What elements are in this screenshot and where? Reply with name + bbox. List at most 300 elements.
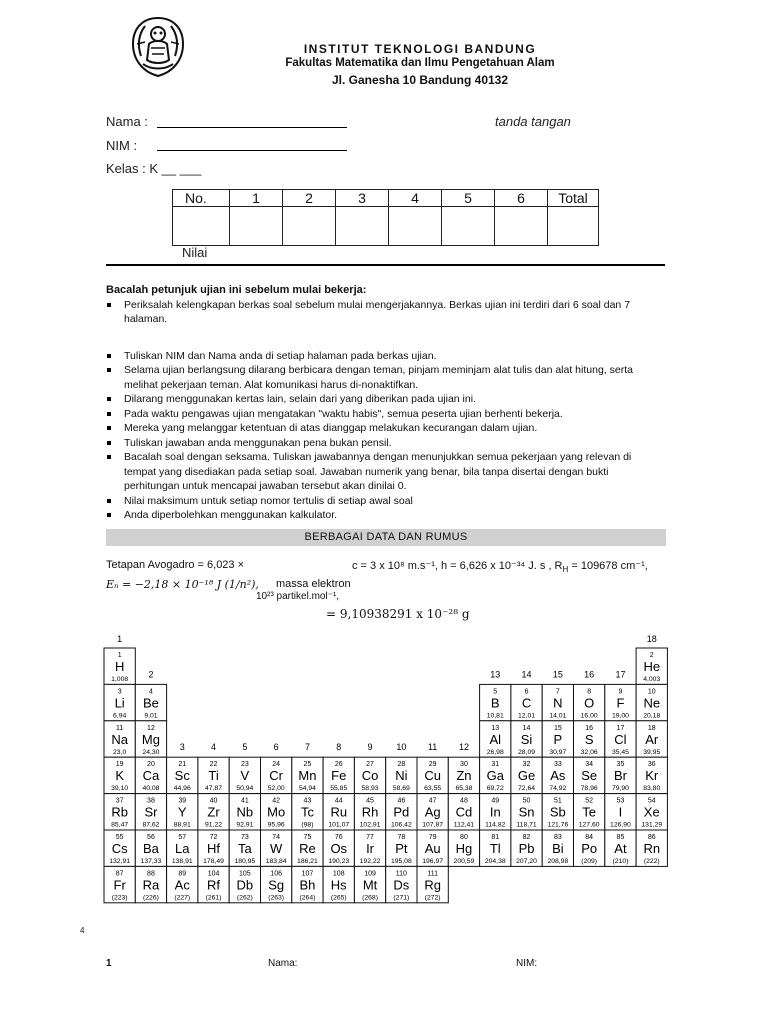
atomic-number: 108 (332, 870, 345, 878)
atomic-number: 31 (491, 761, 500, 769)
element-symbol: Li (114, 695, 125, 711)
atomic-number: 9 (618, 688, 623, 696)
footer-name-label: Nama: (268, 958, 298, 969)
element-symbol: N (553, 695, 563, 711)
element-symbol: Na (111, 731, 128, 747)
atomic-mass: (271) (393, 894, 410, 902)
atomic-number: 52 (585, 797, 594, 805)
section-title: BERBAGAI DATA DAN RUMUS (106, 529, 666, 546)
element-symbol: K (115, 768, 124, 784)
score-header-3: 3 (336, 190, 389, 207)
element-symbol: Sc (174, 768, 190, 784)
atomic-number: 81 (491, 834, 500, 841)
score-cell[interactable] (336, 207, 389, 246)
rh-value: = 109678 cm⁻¹, (568, 560, 648, 572)
atomic-mass: 39,95 (643, 748, 661, 756)
instructions-title: Bacalah petunjuk ujian ini sebelum mulai bekerja: (106, 284, 367, 296)
atomic-number: 86 (647, 834, 656, 841)
atomic-mass: 63,55 (424, 785, 442, 793)
element-symbol: Ag (424, 804, 441, 820)
atomic-number: 23 (240, 761, 249, 769)
atomic-number: 45 (366, 797, 374, 805)
atomic-number: 55 (115, 834, 124, 841)
element-symbol: La (175, 841, 190, 856)
element-symbol: Y (177, 804, 187, 820)
element-symbol: Sb (549, 804, 566, 820)
score-cell-total[interactable] (548, 207, 599, 246)
element-symbol: C (521, 695, 532, 711)
institute-name: INSTITUT TEKNOLOGI BANDUNG (303, 42, 537, 56)
atomic-mass: 87,62 (142, 821, 160, 829)
element-symbol: Br (613, 768, 627, 784)
atomic-mass: 26,98 (486, 748, 504, 756)
element-symbol: V (240, 768, 250, 784)
group-label: 12 (458, 742, 469, 753)
atomic-number: 43 (303, 797, 312, 805)
atomic-number: 5 (493, 688, 498, 696)
element-symbol: W (270, 841, 283, 856)
element-symbol: Bh (299, 877, 316, 893)
group-label: 7 (304, 742, 310, 753)
atomic-number: 14 (522, 724, 531, 732)
atomic-mass: 83,80 (643, 785, 661, 793)
score-header-4: 4 (389, 190, 442, 207)
element-symbol: Ru (330, 804, 348, 820)
atomic-number: 36 (647, 761, 656, 769)
element-symbol: Sg (268, 877, 285, 893)
element-symbol: Db (236, 877, 254, 893)
atomic-mass: 118,71 (516, 821, 537, 829)
atomic-mass: 137,33 (140, 858, 162, 865)
atomic-number: 44 (334, 797, 343, 805)
atomic-number: 21 (178, 761, 187, 769)
atomic-mass: 30,97 (549, 748, 567, 756)
atomic-mass: 92,91 (236, 821, 254, 829)
score-cell[interactable] (389, 207, 442, 246)
element-symbol: Pd (393, 804, 410, 820)
atomic-mass: 32,06 (580, 748, 598, 756)
element-symbol: I (618, 804, 623, 820)
atomic-mass: 131,29 (641, 821, 663, 829)
atomic-mass: (263) (268, 894, 285, 902)
atomic-number: 76 (334, 834, 343, 841)
group-label: 15 (552, 669, 563, 680)
electron-mass-label: massa elektron (276, 578, 351, 590)
element-symbol: Re (299, 841, 316, 856)
element-symbol: Sn (518, 804, 535, 820)
atomic-number: 40 (209, 797, 218, 805)
atomic-number: 6 (524, 688, 529, 696)
instruction-item: Bacalah soal dengan seksama. Tuliskan jawabannya dengan menunjukkan semua pekerjaan yang relevan di tempat yang disediakan pada setiap soal. Jawaban numerik yang benar, bila tanpa disertai dengan bukti perhitungan untuk mencapai jawaban tersebut akan dinilai 0. (106, 450, 666, 494)
element-symbol: Rf (207, 877, 221, 893)
atomic-number: 32 (522, 761, 531, 769)
element-symbol: Ge (517, 768, 536, 784)
atomic-number: 74 (272, 834, 281, 841)
footer-nim-label: NIM: (516, 958, 538, 969)
atomic-number: 83 (553, 834, 562, 841)
element-symbol: Se (581, 768, 598, 784)
atomic-mass: 178,49 (203, 858, 224, 865)
group-label: 8 (336, 742, 342, 753)
instructions (106, 283, 666, 523)
atomic-number: 28 (397, 761, 406, 769)
atomic-number: 1 (117, 652, 122, 659)
group-label: 3 (179, 742, 185, 753)
element-symbol: O (584, 695, 595, 711)
atomic-mass: 126,90 (610, 821, 631, 829)
atomic-mass: 138,91 (171, 858, 193, 865)
atomic-mass: 65,38 (455, 785, 473, 793)
atomic-mass: (268) (362, 894, 378, 902)
atomic-number: 89 (178, 870, 187, 878)
element-symbol: H (114, 659, 125, 674)
atomic-mass: 47,87 (205, 785, 223, 793)
atomic-number: 19 (115, 761, 124, 769)
atomic-mass: 58,69 (392, 785, 410, 793)
group-label: 13 (490, 669, 501, 680)
atomic-mass: 88,91 (173, 821, 191, 829)
nilai-label: Nilai (182, 245, 208, 260)
instruction-item: Pada waktu pengawas ujian mengatakan "waktu habis", semua peserta ujian berhenti bekerja. (106, 407, 666, 422)
group-label: 6 (273, 742, 279, 753)
atomic-mass: 91,22 (205, 821, 223, 829)
element-symbol: Te (582, 804, 597, 820)
atomic-mass: 23,0 (113, 748, 127, 756)
element-symbol: Ti (208, 768, 219, 784)
atomic-mass: 192,22 (359, 858, 381, 865)
score-cell (173, 207, 230, 246)
nim-field[interactable] (157, 149, 347, 151)
element-symbol: Ni (395, 768, 408, 784)
group-label: 4 (211, 742, 217, 753)
atomic-number: 50 (522, 797, 531, 805)
atomic-number: 82 (522, 834, 531, 841)
atomic-number: 49 (491, 797, 500, 805)
atomic-mass: (264) (299, 894, 316, 902)
atomic-mass: 20,18 (643, 712, 661, 720)
element-symbol: F (616, 695, 625, 711)
atomic-number: 33 (553, 761, 562, 769)
instruction-item: Mereka yang melanggar ketentuan di atas dianggap melakukan kecurangan dalam ujian. (106, 421, 666, 436)
atomic-mass: 121,76 (547, 821, 569, 829)
group-label: 2 (148, 669, 154, 680)
element-symbol: Rb (111, 804, 128, 820)
atomic-number: 105 (239, 870, 251, 878)
atomic-mass: (265) (330, 894, 347, 902)
electron-mass-value: = 9,10938291 x 10⁻²⁸ g (326, 607, 470, 621)
atomic-number: 25 (303, 761, 312, 769)
atomic-number: 48 (460, 797, 468, 805)
element-symbol: Bi (552, 841, 564, 856)
atomic-mass: 79,90 (611, 785, 629, 793)
atomic-mass: 50,94 (236, 785, 254, 793)
atomic-number: 41 (240, 797, 249, 805)
atomic-number: 78 (397, 834, 406, 841)
atomic-mass: 200,59 (453, 858, 475, 865)
atomic-number: 11 (116, 724, 124, 732)
atomic-mass: 39,10 (111, 785, 129, 793)
address: Jl. Ganesha 10 Bandung 40132 (331, 73, 509, 87)
element-symbol: S (584, 731, 594, 747)
atomic-number: 85 (616, 834, 625, 841)
element-symbol: Kr (645, 768, 659, 784)
element-symbol: Fe (331, 768, 347, 784)
atomic-mass: 186,21 (297, 858, 318, 865)
atomic-mass: 19,00 (611, 712, 629, 720)
periodic-table (100, 634, 663, 924)
atomic-number: 17 (616, 724, 625, 732)
score-header-no: No. (173, 190, 230, 207)
score-cell[interactable] (442, 207, 495, 246)
element-symbol: Ne (643, 695, 661, 711)
atomic-mass: 35,45 (611, 748, 629, 756)
atomic-mass: 9,01 (144, 712, 158, 720)
atomic-mass: 204,38 (484, 858, 506, 865)
element-symbol: Cs (111, 841, 128, 856)
atomic-mass: 54,94 (298, 785, 316, 793)
atomic-mass: 6,94 (113, 712, 127, 720)
atomic-mass: 58,93 (361, 785, 379, 793)
instruction-item: Selama ujian berlangsung dilarang berbicara dengan teman, pinjam meminjam alat tulis dan alat hitung, serta melihat pekerjaan teman. Alat komunikasi harus di-nonaktifkan. (106, 363, 666, 392)
element-symbol: Ga (486, 768, 504, 784)
atomic-mass: 208,98 (547, 858, 569, 865)
atomic-number: 30 (460, 761, 468, 769)
element-symbol: Cu (424, 768, 441, 784)
physical-constants (352, 559, 648, 574)
avogadro-tail: 10²³ partikel.mol⁻¹, (256, 591, 340, 602)
atomic-number: 106 (270, 870, 282, 878)
element-symbol: He (643, 659, 661, 674)
element-symbol: B (490, 695, 500, 711)
atomic-number: 7 (555, 688, 560, 696)
atomic-mass: 196,97 (422, 858, 444, 865)
atomic-mass: 107,87 (422, 821, 444, 829)
atomic-number: 57 (178, 834, 187, 841)
name-label: Nama : (106, 114, 148, 129)
signature-label: tanda tangan (495, 114, 571, 129)
element-symbol: Nb (236, 804, 254, 820)
atomic-number: 37 (115, 797, 124, 805)
atomic-number: 53 (616, 797, 625, 805)
atomic-number: 24 (272, 761, 281, 769)
atomic-mass: (226) (143, 894, 159, 902)
atomic-mass: 28,09 (518, 748, 536, 756)
atomic-number: 15 (553, 724, 562, 732)
atomic-mass: 4,003 (643, 676, 661, 683)
element-symbol: Pt (395, 841, 408, 856)
atomic-mass: 132,91 (109, 858, 131, 865)
atomic-number: 22 (209, 761, 218, 769)
score-cell[interactable] (283, 207, 336, 246)
element-symbol: Hs (330, 877, 347, 893)
atomic-number: 87 (115, 870, 124, 878)
atomic-mass: 114,82 (485, 821, 506, 829)
element-symbol: Zn (456, 768, 472, 784)
element-symbol: Cr (269, 768, 284, 784)
atomic-number: 38 (147, 797, 155, 805)
atomic-mass: 112,41 (453, 821, 475, 829)
instruction-list (106, 349, 666, 523)
element-symbol: Zr (207, 804, 220, 820)
atomic-mass: 190,23 (328, 858, 350, 865)
element-symbol: Mn (298, 768, 317, 784)
atomic-mass: 12,01 (518, 712, 536, 720)
atomic-mass: 55,85 (330, 785, 348, 793)
element-symbol: Mg (141, 731, 160, 747)
element-symbol: Ds (393, 877, 410, 893)
atomic-mass: 85,47 (111, 821, 129, 829)
atomic-number: 79 (428, 834, 437, 841)
atomic-mass: 52,00 (267, 785, 285, 793)
element-symbol: Pb (518, 841, 535, 856)
atomic-mass: 10,81 (486, 712, 504, 720)
atomic-number: 2 (649, 652, 654, 659)
atomic-mass: 95,96 (267, 821, 285, 829)
atomic-mass: (222) (643, 858, 660, 865)
atomic-number: 4 (148, 688, 153, 696)
element-symbol: Po (581, 841, 598, 856)
atomic-mass: (98) (301, 821, 314, 829)
atomic-mass: (261) (205, 894, 222, 902)
atomic-number: 80 (460, 834, 468, 841)
group-label: 14 (521, 669, 532, 680)
avogadro-constant: Tetapan Avogadro = 6,023 × (106, 559, 245, 571)
atomic-number: 104 (207, 870, 220, 878)
name-field[interactable] (157, 126, 347, 128)
element-symbol: Mt (362, 877, 378, 893)
element-symbol: At (614, 841, 627, 856)
atomic-mass: (272) (424, 894, 441, 902)
atomic-mass: 207,20 (516, 858, 537, 865)
score-header-5: 5 (442, 190, 495, 207)
element-symbol: Rg (424, 877, 441, 893)
atomic-mass: 16,00 (580, 712, 598, 720)
element-symbol: Rn (643, 841, 661, 856)
element-symbol: Fr (113, 877, 126, 893)
element-symbol: Sr (144, 804, 158, 820)
atomic-number: 51 (553, 797, 562, 805)
atomic-number: 20 (147, 761, 155, 769)
atomic-number: 3 (117, 688, 122, 696)
element-symbol: P (553, 731, 563, 747)
atomic-number: 8 (587, 688, 592, 696)
element-symbol: Tc (300, 804, 314, 820)
atomic-number: 72 (209, 834, 218, 841)
element-symbol: Ir (366, 841, 375, 856)
instruction-item: Dilarang menggunakan kertas lain, selain dari yang diberikan pada ujian ini. (106, 392, 666, 407)
score-cell[interactable] (495, 207, 548, 246)
atomic-mass: 183,84 (265, 858, 287, 865)
instruction-item: Anda diperbolehkan menggunakan kalkulator. (106, 508, 666, 523)
score-table (172, 189, 599, 246)
element-symbol: Be (142, 695, 159, 711)
element-symbol: In (489, 804, 501, 820)
element-symbol: Au (424, 841, 441, 856)
group-label: 10 (396, 742, 407, 753)
element-symbol: Ar (645, 731, 659, 747)
atomic-number: 47 (428, 797, 437, 805)
atomic-mass: (223) (111, 894, 128, 902)
atomic-mass: 102,91 (359, 821, 381, 829)
atomic-number: 26 (334, 761, 343, 769)
element-symbol: Ra (142, 877, 160, 893)
atomic-number: 111 (427, 870, 438, 878)
constants-text: c = 3 x 10⁸ m.s⁻¹, h = 6,626 x 10⁻³⁴ J. s , R (352, 560, 563, 572)
atomic-mass: 40,08 (142, 785, 160, 793)
atomic-number: 107 (301, 870, 314, 878)
atomic-mass: 101,07 (328, 821, 350, 829)
atomic-number: 16 (585, 724, 594, 732)
instruction-item: Nilai maksimum untuk setiap nomor tertulis di setiap awal soal (106, 494, 666, 509)
element-symbol: Rh (361, 804, 379, 820)
element-symbol: Cd (455, 804, 473, 820)
group-label: 11 (427, 742, 438, 753)
atomic-number: 39 (178, 797, 187, 805)
element-symbol: Tl (489, 841, 501, 856)
atomic-mass: 127,60 (578, 821, 600, 829)
atomic-mass: 78,96 (580, 785, 598, 793)
atomic-number: 34 (585, 761, 594, 769)
rh-subscript: H (562, 565, 569, 575)
score-header-total: Total (548, 190, 599, 207)
atomic-number: 27 (366, 761, 374, 769)
group-label: 5 (242, 742, 248, 753)
energy-formula: Eₙ = −2,18 × 10⁻¹⁸ J (1/n²), (106, 578, 259, 591)
atomic-mass: 106,42 (390, 821, 412, 829)
atomic-mass: 44,96 (173, 785, 191, 793)
element-symbol: Ca (142, 768, 160, 784)
group-label: 1 (117, 634, 123, 644)
page-number: 1 (106, 958, 112, 969)
element-symbol: As (550, 768, 566, 784)
element-symbol: Xe (643, 804, 660, 820)
element-symbol: Si (520, 731, 533, 747)
atomic-number: 56 (147, 834, 155, 841)
atomic-mass: 14,01 (549, 712, 567, 720)
element-symbol: Hg (455, 841, 473, 856)
atomic-number: 35 (616, 761, 625, 769)
atomic-number: 13 (491, 724, 500, 732)
score-header-6: 6 (495, 190, 548, 207)
atomic-number: 54 (647, 797, 656, 805)
class-label: Kelas : K __ ___ (106, 161, 202, 176)
element-symbol: Cl (614, 731, 627, 747)
score-header-2: 2 (283, 190, 336, 207)
element-symbol: Co (361, 768, 379, 784)
atomic-mass: (227) (174, 894, 191, 902)
score-cell[interactable] (230, 207, 283, 246)
atomic-number: 88 (147, 870, 155, 878)
element-symbol: Os (330, 841, 348, 856)
atomic-mass: (262) (236, 894, 253, 902)
atomic-number: 77 (366, 834, 374, 841)
atomic-number: 46 (397, 797, 406, 805)
group-label: 17 (615, 669, 626, 680)
group-label: 16 (584, 669, 595, 680)
element-symbol: Hf (207, 841, 221, 856)
atomic-mass: 24,30 (142, 748, 160, 756)
group-label: 9 (367, 742, 373, 753)
atomic-number: 10 (647, 688, 656, 696)
score-header-1: 1 (230, 190, 283, 207)
atomic-number: 42 (272, 797, 281, 805)
divider (106, 264, 665, 266)
atomic-mass: 1,008 (111, 676, 129, 683)
stray-mark: 4 (80, 926, 85, 935)
atomic-number: 109 (364, 870, 376, 878)
faculty-name: Fakultas Matematika dan Ilmu Pengetahuan Alam (285, 57, 555, 69)
instruction-item: Periksalah kelengkapan berkas soal sebelum mulai mengerjakannya. Berkas ujian ini terdiri dari 6 soal dan 7 halaman. (106, 298, 666, 327)
